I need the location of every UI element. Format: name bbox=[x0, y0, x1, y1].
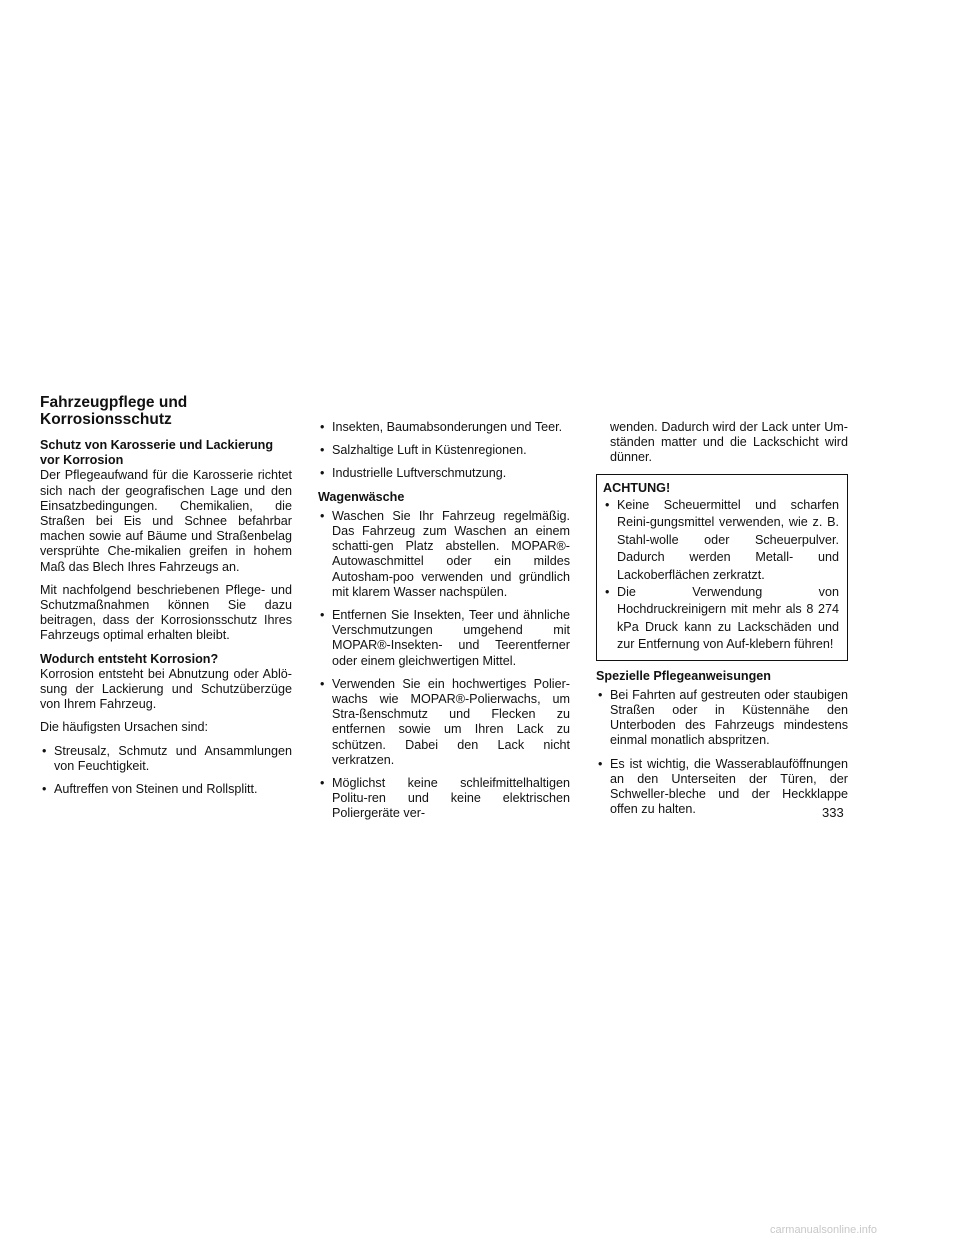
bullet-icon: • bbox=[320, 443, 325, 458]
list-item: • Verwenden Sie ein hochwertiges Polier-wachs wie MOPAR®-Polierwachs, um Stra-ßenschmutz und Flecken zu entfernen sowie um Ihren Lack zu schützen. Dabei den Lack nicht verkratzen. bbox=[320, 676, 570, 767]
subhead-special-care: Spezielle Pflegeanweisungen bbox=[596, 668, 771, 683]
list-item: • Die Verwendung von Hochdruckreinigern mit mehr als 8 274 kPa Druck kann zu Lackschäden und zur Entfernung von Auf-klebern führen! bbox=[605, 585, 839, 652]
subhead-body-protection: Schutz von Karosserie und Lackierung vor Korrosion bbox=[40, 438, 274, 468]
bullet-icon: • bbox=[320, 508, 325, 523]
column-middle bbox=[318, 420, 570, 830]
bullet-icon: • bbox=[320, 676, 325, 691]
bullet-icon: • bbox=[320, 608, 325, 623]
column-right bbox=[596, 420, 848, 826]
list-item: • Keine Scheuermittel und scharfen Reini-gungsmittel verwenden, wie z. B. Stahl-wolle oder Scheuerpulver. Dadurch werden Metall- und Lackoberflächen zerkratzt. bbox=[605, 498, 839, 582]
paragraph-common-causes: Die häufigsten Ursachen sind: bbox=[40, 720, 209, 735]
bullet-icon: • bbox=[320, 466, 325, 481]
bullet-icon: • bbox=[598, 756, 603, 771]
list-item: • Möglichst keine schleifmittelhaltigen Politu-ren und keine elektrischen Poliergeräte ver- bbox=[320, 776, 570, 821]
subhead-corrosion-cause: Wodurch entsteht Korrosion? bbox=[40, 651, 219, 666]
list-item: • Entfernen Sie Insekten, Teer und ähnliche Verschmutzungen umgehend mit MOPAR®-Insekten- und Teerentferner oder einem gleichwertigen Mittel. bbox=[320, 608, 570, 668]
subhead-car-wash: Wagenwäsche bbox=[318, 489, 405, 504]
list-item: • Industrielle Luftverschmutzung. bbox=[320, 466, 507, 481]
paragraph-care-effort: Der Pflegeaufwand für die Karosserie richtet sich nach der geografischen Lage und den Einsatzbedingungen. Chemikalien, die Straßen bei Eis und Schnee befahrbar machen sowie auf Bäume und Straßenbelag versprühte Che-mikalien greifen in hohem Maß das Blech Ihres Fahrzeugs an. bbox=[40, 468, 292, 574]
bullet-icon: • bbox=[42, 743, 47, 758]
warning-box bbox=[596, 474, 848, 661]
list-item: • Es ist wichtig, die Wasserablauföffnungen an den Unterseiten der Türen, der Schweller-bleche und der Heckklappe offen zu halten. bbox=[598, 756, 848, 817]
list-item: • Waschen Sie Ihr Fahrzeug regelmäßig. Das Fahrzeug zum Waschen an einem schatti-gen Platz abstellen. MOPAR®-Autowaschmittel oder ein mildes Autosham-poo verwenden und gründlich mit klarem Wasser nachspülen. bbox=[320, 508, 570, 599]
warning-title: ACHTUNG! bbox=[603, 480, 671, 495]
paragraph-continuation: wenden. Dadurch wird der Lack unter Um-ständen matter und die Lackschicht wird dünner. bbox=[610, 420, 848, 465]
footer-watermark: carmanualsonline.info bbox=[770, 1224, 878, 1236]
bullet-icon: • bbox=[605, 585, 610, 600]
list-item: • Streusalz, Schmutz und Ansammlungen von Feuchtigkeit. bbox=[42, 743, 292, 773]
column-left bbox=[40, 394, 292, 805]
paragraph-corrosion: Korrosion entsteht bei Abnutzung oder Ablö-sung der Lackierung und Schutzüberzüge von Ihrem Fahrzeug. bbox=[40, 666, 292, 712]
bullet-icon: • bbox=[42, 782, 47, 797]
list-item: • Auftreffen von Steinen und Rollsplitt. bbox=[42, 782, 258, 797]
bullet-icon: • bbox=[320, 420, 325, 434]
section-title: Fahrzeugpflege und Korrosionsschutz bbox=[40, 394, 188, 428]
paragraph-protection-measures: Mit nachfolgend beschriebenen Pflege- und Schutzmaßnahmen können Sie dazu beitragen, dass der Korrosionsschutz Ihres Fahrzeugs optimal erhalten bleibt. bbox=[40, 582, 292, 643]
list-item: • Bei Fahrten auf gestreuten oder staubigen Straßen oder in Küstennähe den Unterboden des Fahrzeugs mindestens einmal monatlich abspritzen. bbox=[598, 687, 848, 748]
list-item: • Salzhaltige Luft in Küstenregionen. bbox=[320, 443, 527, 458]
bullet-icon: • bbox=[320, 776, 325, 791]
page-number: 333 bbox=[822, 805, 844, 820]
bullet-icon: • bbox=[605, 498, 610, 513]
list-item: • Insekten, Baumabsonderungen und Teer. bbox=[320, 420, 563, 434]
bullet-icon: • bbox=[598, 687, 603, 702]
